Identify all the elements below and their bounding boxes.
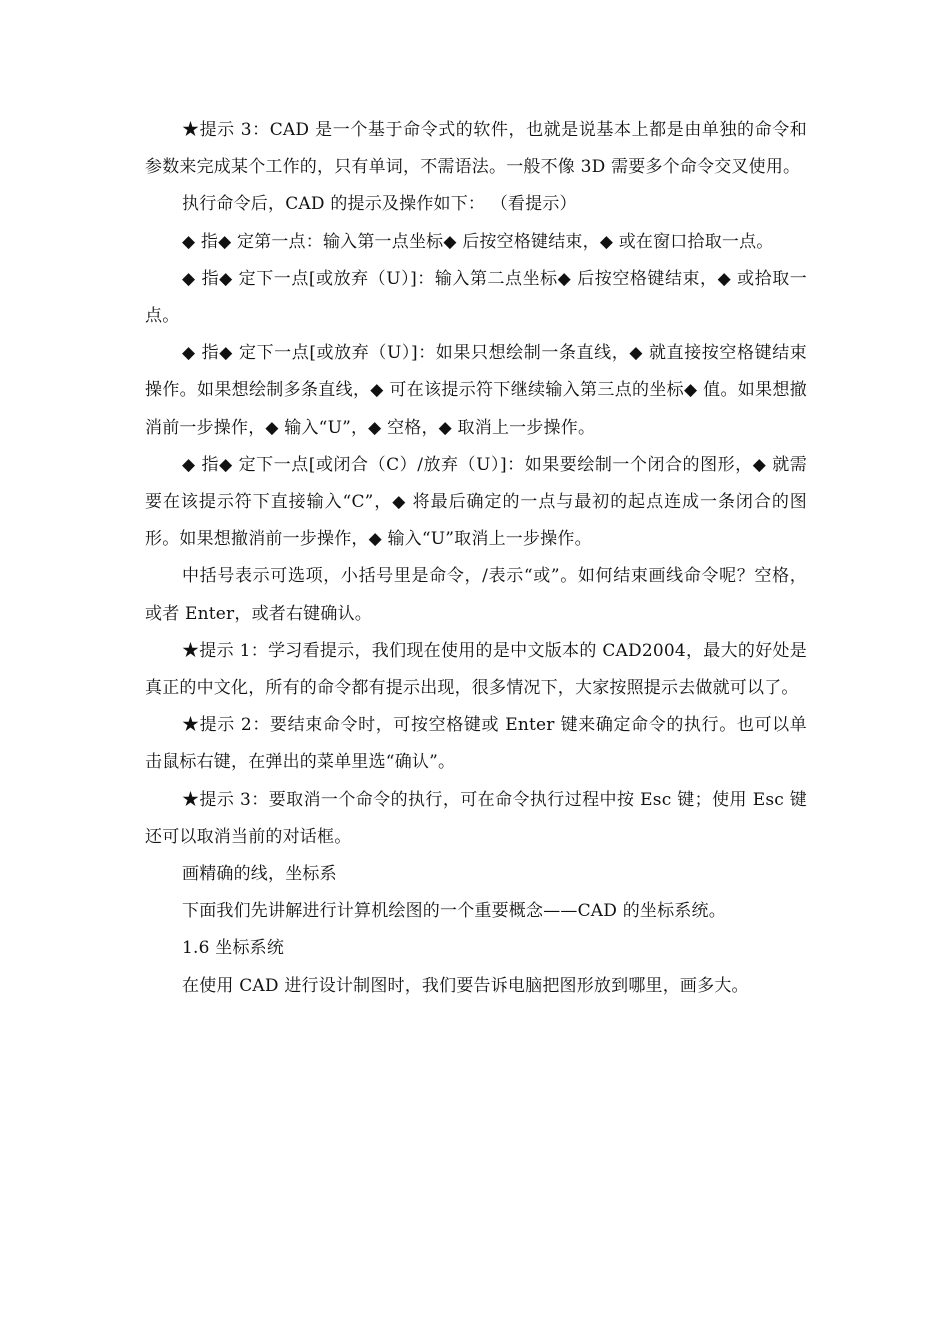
tip-3-cad-command-based: ★提示 3：CAD 是一个基于命令式的软件，也就是说基本上都是由单独的命令和参数来完成某个工作的，只有单词，不需语法。一般不像 3D 需要多个命令交叉使用。 [145, 120, 807, 178]
tip-1-read-prompts: ★提示 1：学习看提示，我们现在使用的是中文版本的 CAD2004，最大的好处是真正的中文化，所有的命令都有提示出现，很多情况下，大家按照提示去做就可以了。 [145, 640, 807, 699]
command-prompt-intro: 执行命令后，CAD 的提示及操作如下： （看提示） [182, 194, 577, 215]
prompt-first-point: ◆ 指◆ 定第一点：输入第一点坐标◆ 后按空格键结束，◆ 或在窗口拾取一点。 [182, 231, 774, 252]
tip-2-end-command: ★提示 2：要结束命令时，可按空格键或 Enter 键来确定命令的执行。也可以单击鼠标右键，在弹出的菜单里选“确认”。 [145, 715, 807, 773]
tip-3-cancel-command: ★提示 3：要取消一个命令的执行，可在命令执行过程中按 Esc 键；使用 Esc 键还可以取消当前的对话框。 [145, 789, 807, 847]
section-heading-precise-lines: 画精确的线，坐标系 [182, 864, 337, 885]
document-body [145, 112, 807, 1005]
coordinate-system-body: 在使用 CAD 进行设计制图时，我们要告诉电脑把图形放到哪里，画多大。 [182, 975, 749, 996]
coordinate-system-intro: 下面我们先讲解进行计算机绘图的一个重要概念——CAD 的坐标系统。 [182, 901, 726, 922]
prompt-next-point-close: ◆ 指◆ 定下一点[或闭合（C）/放弃（U）]：如果要绘制一个闭合的图形，◆ 就需要在该提示符下直接输入“C”，◆ 将最后确定的一点与最初的起点连成一条闭合的图形。如果想撤消前一步操作，◆ 输入“U”取消上一步操作。 [145, 454, 807, 550]
prompt-next-point-undo: ◆ 指◆ 定下一点[或放弃（U）]：输入第二点坐标◆ 后按空格键结束，◆ 或拾取一点。 [145, 268, 807, 327]
section-heading-1-6: 1.6 坐标系统 [182, 938, 285, 959]
prompt-next-point-multiple-lines: ◆ 指◆ 定下一点[或放弃（U）]：如果只想绘制一条直线，◆ 就直接按空格键结束操作。如果想绘制多条直线，◆ 可在该提示符下继续输入第三点的坐标◆ 值。如果想撤消前一步操作，◆ 输入“U”，◆ 空格，◆ 取消上一步操作。 [145, 343, 807, 438]
bracket-notation-explanation: 中括号表示可选项，小括号里是命令，/表示“或”。如何结束画线命令呢？空格，或者 Enter，或者右键确认。 [145, 566, 807, 624]
